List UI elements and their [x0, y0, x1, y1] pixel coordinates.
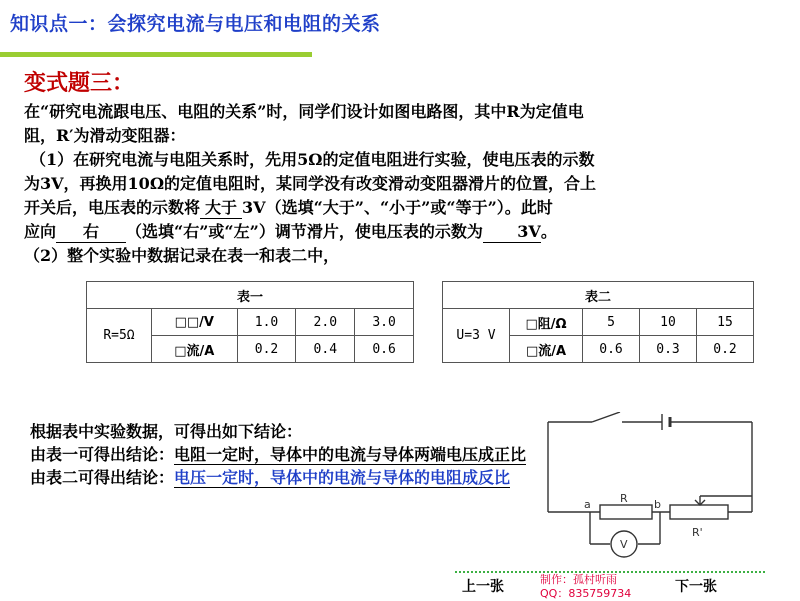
conclusion-1: [30, 444, 526, 466]
switch-lever: [592, 412, 620, 422]
table-cell: 5: [583, 309, 640, 336]
question-1-line-3: [24, 198, 553, 219]
page-title: 知识点一：会探究电流与电压和电阻的关系: [10, 13, 381, 35]
header-divider: [0, 52, 312, 57]
label-r: R: [620, 492, 628, 505]
next-slide-link[interactable]: 下一张: [675, 579, 717, 595]
prev-slide-link[interactable]: 上一张: [462, 579, 504, 595]
credit-qq: QQ：835759734: [540, 587, 632, 600]
answer-blank-1: 大于: [200, 198, 242, 219]
problem-line-2: 阻，R′为滑动变阻器：: [24, 126, 186, 145]
exercise-title: 变式题三：: [24, 70, 135, 96]
answer-blank-3: 3V: [483, 222, 541, 243]
rheostat-rprime: [670, 505, 728, 519]
table-2-condition: U=3 V: [443, 309, 510, 363]
q1-line4-suffix: 。: [540, 222, 557, 241]
conclusion-1-answer: 电阻一定时，导体中的电流与导体两端电压成正比: [174, 445, 527, 464]
resistor-r: [600, 505, 652, 519]
label-rprime: R': [692, 526, 703, 539]
conclusion-2-answer: 电压一定时，导体中的电流与导体的电阻成反比: [174, 468, 511, 487]
table-cell: 2.0: [296, 309, 355, 336]
label-v: V: [620, 538, 628, 551]
table-1-title: 表一: [87, 282, 414, 309]
table-cell: 3.0: [355, 309, 414, 336]
table-cell: 0.2: [237, 336, 296, 363]
question-2: （2）整个实验中数据记录在表一和表二中，: [24, 246, 340, 265]
q1-line4-prefix: 应向: [24, 222, 57, 241]
q1-line3-suffix: 3V（选填“大于”、“小于”或“等于”）。此时: [242, 198, 553, 217]
table-1-voltage-label: □□/V: [151, 309, 237, 336]
circuit-diagram: [540, 412, 770, 570]
label-b: b: [654, 498, 661, 511]
author-credit: [540, 573, 631, 601]
question-1-line-2: 为3V，再换用10Ω的定值电阻时，某同学没有改变滑动变阻器滑片的位置，合上: [24, 174, 597, 193]
question-1-line-1: （1）在研究电流与电阻关系时，先用5Ω的定值电阻进行实验，使电压表的示数: [30, 150, 595, 169]
table-cell: 10: [640, 309, 697, 336]
conclusion-2: [30, 467, 510, 489]
table-1-current-label: □流/A: [151, 336, 237, 363]
question-1-line-4: [24, 222, 557, 243]
answer-blank-2: 右: [56, 222, 126, 243]
problem-line-1: 在“研究电流跟电压、电阻的关系”时，同学们设计如图电路图，其中R为定值电: [24, 102, 584, 121]
q1-line4-middle: （选填“右”或“左”）调节滑片，使电压表的示数为: [126, 222, 483, 241]
data-table-2: [442, 281, 754, 363]
table-cell: 15: [697, 309, 754, 336]
conclusion-1-label: 由表一可得出结论：: [30, 445, 175, 464]
data-table-1: [86, 281, 414, 363]
table-cell: 0.3: [640, 336, 697, 363]
conclusion-intro: 根据表中实验数据，可得出如下结论：: [30, 422, 303, 441]
q1-line3-prefix: 开关后，电压表的示数将: [24, 198, 201, 217]
table-2-current-label: □流/A: [510, 336, 583, 363]
table-cell: 0.2: [697, 336, 754, 363]
table-cell: 0.4: [296, 336, 355, 363]
table-cell: 0.6: [355, 336, 414, 363]
label-a: a: [584, 498, 591, 511]
table-1-condition: R=5Ω: [87, 309, 152, 363]
credit-author: 制作：孤村听雨: [540, 573, 617, 586]
conclusion-2-label: 由表二可得出结论：: [30, 468, 175, 487]
table-cell: 0.6: [583, 336, 640, 363]
table-2-resistance-label: □阻/Ω: [510, 309, 583, 336]
table-2-title: 表二: [443, 282, 754, 309]
table-cell: 1.0: [237, 309, 296, 336]
